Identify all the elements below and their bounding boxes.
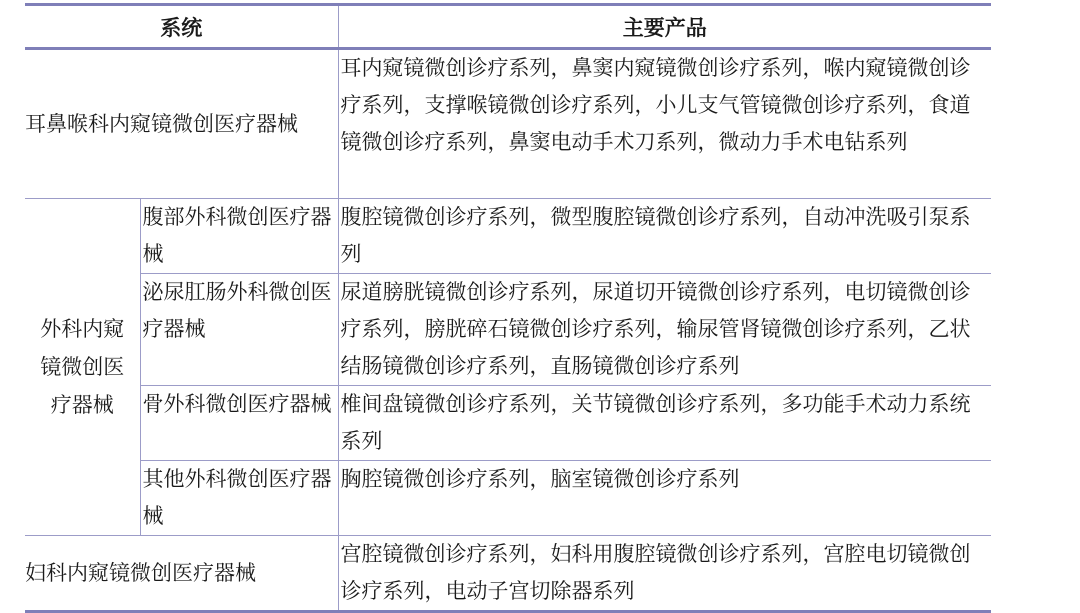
subsystem-cell: 其他外科微创医疗器械: [140, 461, 338, 536]
table-row: [25, 386, 991, 461]
system-group-cell: 外科内窥镜微创医疗器械: [25, 199, 140, 536]
subsystem-cell: 泌尿肛肠外科微创医疗器械: [140, 274, 338, 386]
table-row: [25, 461, 991, 536]
product-table-container: [25, 3, 991, 613]
header-products: 主要产品: [338, 5, 991, 49]
products-cell: 椎间盘镜微创诊疗系列，关节镜微创诊疗系列，多功能手术动力系统系列: [338, 386, 991, 461]
products-cell: 宫腔镜微创诊疗系列，妇科用腹腔镜微创诊疗系列，宫腔电切镜微创诊疗系列，电动子宫切除器系列: [338, 536, 991, 612]
product-table: [25, 3, 991, 613]
table-header-row: [25, 5, 991, 49]
table-row: [25, 536, 991, 612]
subsystem-cell: 腹部外科微创医疗器械: [140, 199, 338, 274]
products-cell: 尿道膀胱镜微创诊疗系列，尿道切开镜微创诊疗系列，电切镜微创诊疗系列，膀胱碎石镜微创诊疗系列，输尿管肾镜微创诊疗系列，乙状结肠镜微创诊疗系列，直肠镜微创诊疗系列: [338, 274, 991, 386]
system-cell: 耳鼻喉科内窥镜微创医疗器械: [25, 49, 338, 199]
table-row: [25, 274, 991, 386]
subsystem-cell: 骨外科微创医疗器械: [140, 386, 338, 461]
products-cell: 耳内窥镜微创诊疗系列，鼻窦内窥镜微创诊疗系列，喉内窥镜微创诊疗系列，支撑喉镜微创诊疗系列，小儿支气管镜微创诊疗系列，食道镜微创诊疗系列，鼻窦电动手术刀系列，微动力手术电钻系列: [338, 49, 991, 199]
table-row: [25, 199, 991, 274]
products-cell: 腹腔镜微创诊疗系列，微型腹腔镜微创诊疗系列，自动冲洗吸引泵系列: [338, 199, 991, 274]
header-system: 系统: [25, 5, 338, 49]
table-row: [25, 49, 991, 199]
products-cell: 胸腔镜微创诊疗系列，脑室镜微创诊疗系列: [338, 461, 991, 536]
system-cell: 妇科内窥镜微创医疗器械: [25, 536, 338, 612]
